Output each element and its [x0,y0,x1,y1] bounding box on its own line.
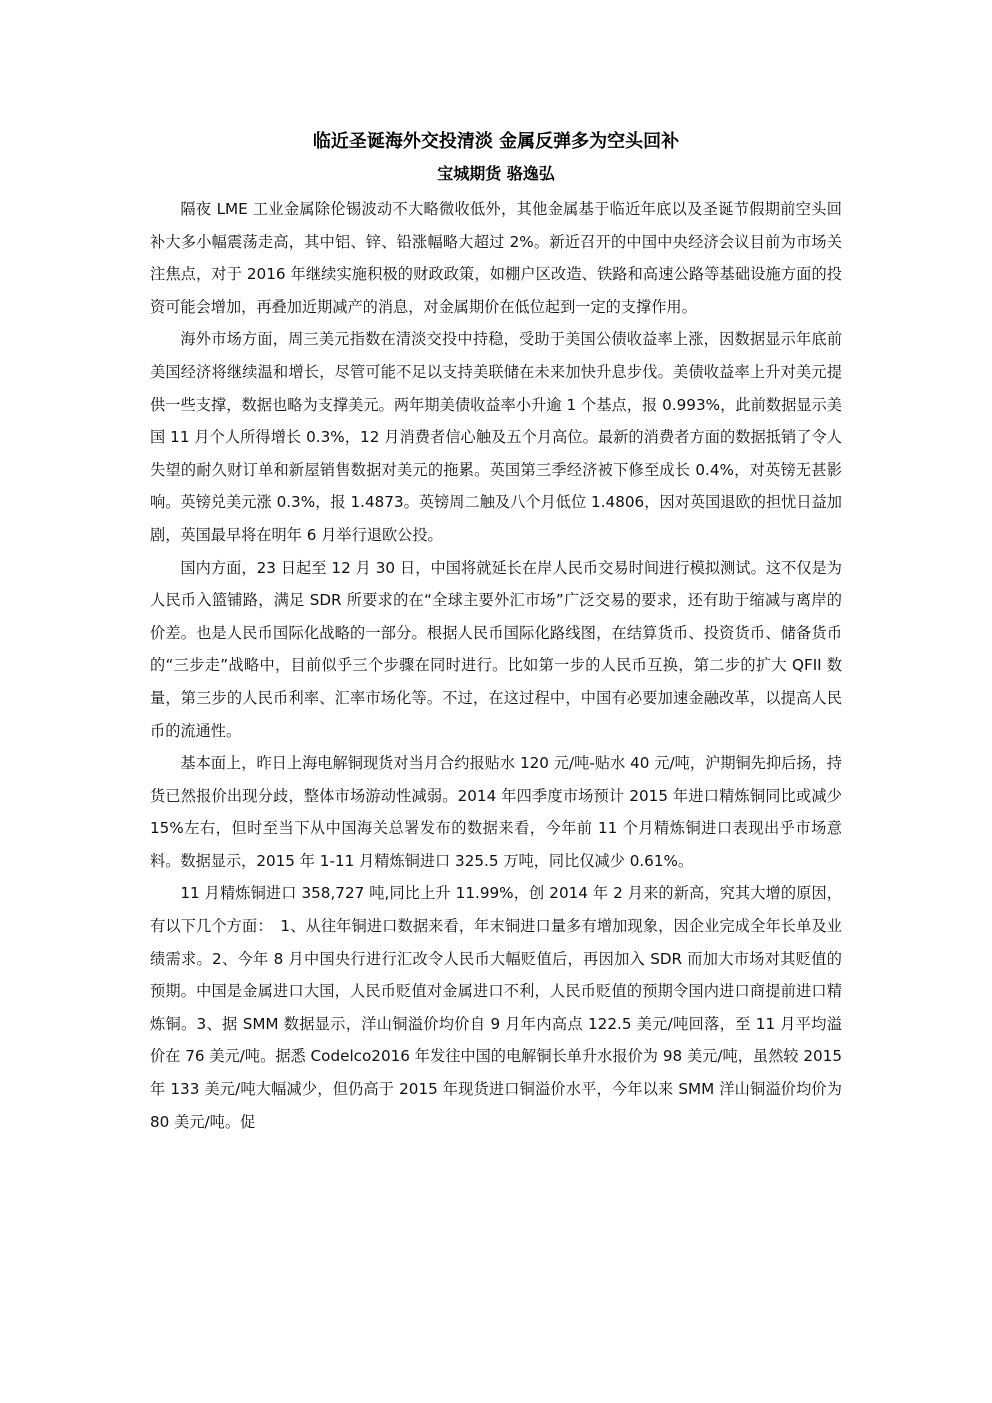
paragraph-fundamentals: 基本面上，昨日上海电解铜现货对当月合约报贴水 120 元/吨-贴水 40 元/吨，沪期铜先抑后扬，持货已然报价出现分歧，整体市场游动性减弱。2014 年四季度市场预计 2015 年进口精炼铜同比或减少 15%左右，但时至当下从中国海关总署发布的数据来看，今年前 11 个月精炼铜进口表现出乎市场意料。数据显示，2015 年 1-11 月精炼铜进口 325.5 万吨，同比仅减少 0.61%。 [150,754,842,870]
document-body [150,193,842,1138]
paragraph-domestic: 国内方面，23 日起至 12 月 30 日，中国将就延长在岸人民币交易时间进行模拟测试。这不仅是为人民币入篮铺路，满足 SDR 所要求的在“全球主要外汇市场”广泛交易的要求，还有助于缩减与离岸的价差。也是人民币国际化战略的一部分。根据人民币国际化路线图，在结算货币、投资货币、储备货币的“三步走”战略中，目前似乎三个步骤在同时进行。比如第一步的人民币互换，第二步的扩大 QFII 数量，第三步的人民币利率、汇率市场化等。不过，在这过程中，中国有必要加速金融改革，以提高人民币的流通性。 [150,558,842,740]
paragraph-copper-imports: 11 月精炼铜进口 358,727 吨,同比上升 11.99%，创 2014 年 2 月来的新高，究其大增的原因，有以下几个方面： 1、从往年铜进口数据来看，年末铜进口量多有增加现象，因企业完成全年长单及业绩需求。2、今年 8 月中国央行进行汇改令人民币大幅贬值后，再因加入 SDR 而加大市场对其贬值的预期。中国是金属进口大国，人民币贬值对金属进口不利，人民币贬值的预期令国内进口商提前进口精炼铜。3、据 SMM 数据显示，洋山铜溢价均价自 9 月年内高点 122.5 美元/吨回落，至 11 月平均溢价在 76 美元/吨。据悉 Codelco2016 年发往中国的电解铜长单升水报价为 98 美元/吨，虽然较 2015 年 133 美元/吨大幅减少，但仍高于 2015 年现货进口铜溢价水平，今年以来 SMM 洋山铜溢价均价为 80 美元/吨。促 [150,884,842,1131]
document-title: 临近圣诞海外交投清淡 金属反弹多为空头回补 [312,131,680,152]
paragraph-overseas-market: 海外市场方面，周三美元指数在清淡交投中持稳，受助于美国公债收益率上涨，因数据显示年底前美国经济将继续温和增长，尽管可能不足以支持美联储在未来加快升息步伐。美债收益率上升对美元提供一些支撑，数据也略为支撑美元。两年期美债收益率小升逾 1 个基点，报 0.993%，此前数据显示美国 11 月个人所得增长 0.3%，12 月消费者信心触及五个月高位。最新的消费者方面的数据抵销了令人失望的耐久财订单和新屋销售数据对美元的拖累。英国第三季经济被下修至成长 0.4%，对英镑无甚影响。英镑兑美元涨 0.3%，报 1.4873。英镑周二触及八个月低位 1.4806，因对英国退欧的担忧日益加剧，英国最早将在明年 6 月举行退欧公投。 [150,330,842,544]
paragraph-market-overview: 隔夜 LME 工业金属除伦锡波动不大略微收低外，其他金属基于临近年底以及圣诞节假期前空头回补大多小幅震荡走高，其中铝、锌、铅涨幅略大超过 2%。新近召开的中国中央经济会议目前为市场关注焦点，对于 2016 年继续实施积极的财政政策，如棚户区改造、铁路和高速公路等基础设施方面的投资可能会增加，再叠加近期减产的消息，对金属期价在低位起到一定的支撑作用。 [150,200,842,316]
document-author: 宝城期货 骆逸弘 [437,164,555,183]
